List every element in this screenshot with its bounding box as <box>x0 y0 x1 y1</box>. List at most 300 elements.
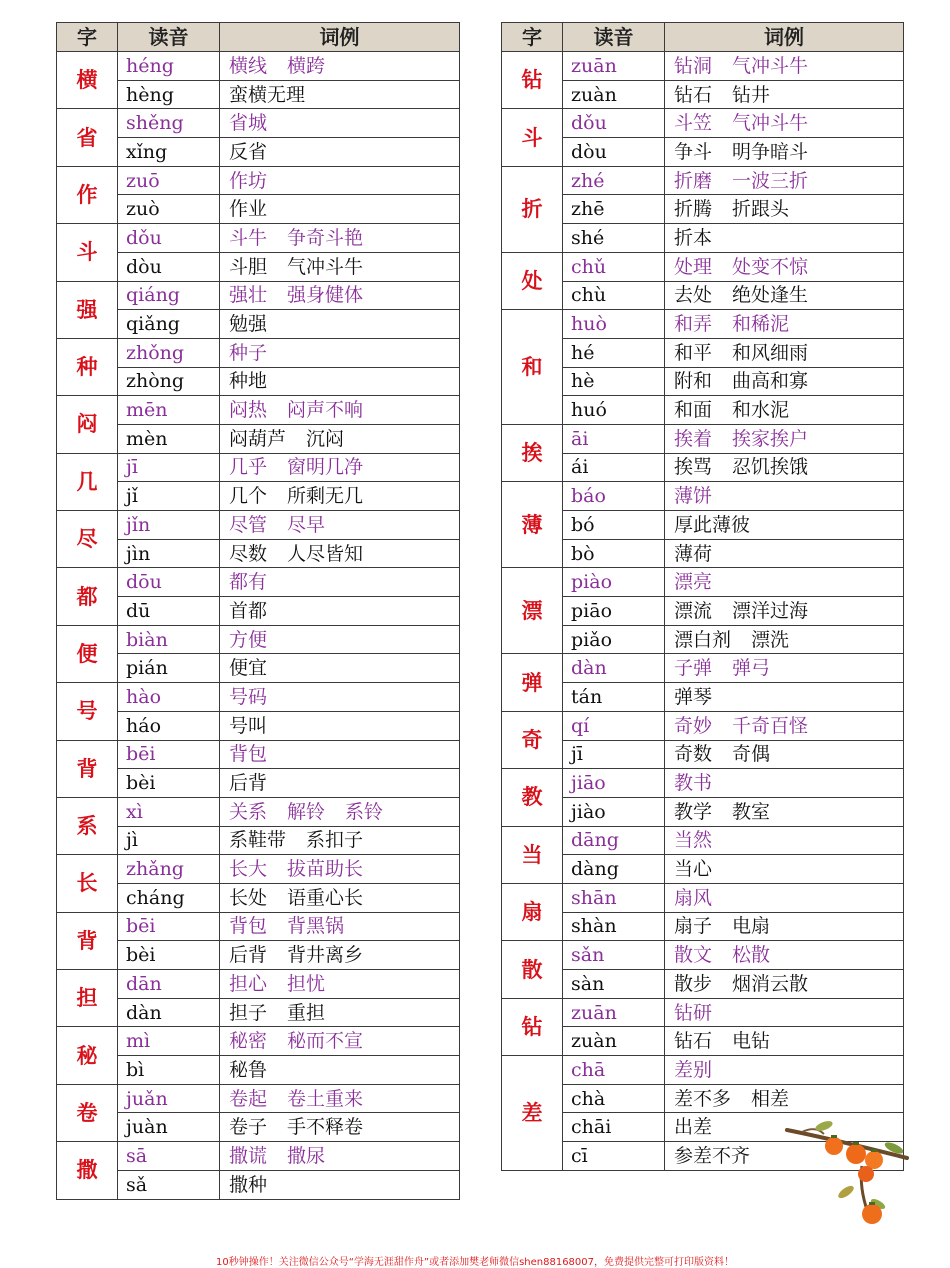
example-word: 争奇斗艳 <box>287 226 364 249</box>
pinyin-cell: hé <box>563 338 665 367</box>
example-word: 烟消云散 <box>732 972 809 995</box>
table-row <box>502 1027 904 1056</box>
examples-cell <box>220 883 460 912</box>
examples-cell <box>220 52 460 81</box>
pinyin-cell: dōu <box>118 568 220 597</box>
table-body-left <box>57 52 460 1200</box>
char-cell: 强 <box>57 281 118 338</box>
example-word: 当心 <box>674 858 713 881</box>
table-row <box>57 883 460 912</box>
pinyin-cell: jǐ <box>118 482 220 511</box>
example-word: 散文 <box>674 944 713 967</box>
example-word: 秘鲁 <box>229 1058 268 1081</box>
example-word: 和风细雨 <box>732 341 809 364</box>
example-word: 系铃 <box>345 800 384 823</box>
pinyin-cell: sǎn <box>563 941 665 970</box>
examples-cell <box>665 453 904 482</box>
examples-cell <box>220 855 460 884</box>
char-cell: 尽 <box>57 511 118 568</box>
examples-cell <box>220 1084 460 1113</box>
examples-cell <box>220 482 460 511</box>
pinyin-table-left <box>56 22 460 1200</box>
example-word: 秘而不宣 <box>287 1030 364 1053</box>
pinyin-cell: huó <box>563 396 665 425</box>
example-word: 薄荷 <box>674 542 713 565</box>
table-row <box>502 338 904 367</box>
pinyin-cell: zhǒng <box>118 338 220 367</box>
pinyin-cell: dàn <box>563 654 665 683</box>
examples-cell <box>220 998 460 1027</box>
example-word: 方便 <box>229 628 268 651</box>
example-word: 漂洗 <box>751 628 790 651</box>
char-cell: 钻 <box>502 998 563 1055</box>
footer-notice: 10秒钟操作！关注微信公众号“学海无涯甜作舟”或者添加樊老师微信shen88168007，免费提供完整可打印版资料！ <box>215 1257 735 1268</box>
char-cell: 担 <box>57 970 118 1027</box>
pinyin-cell: dòu <box>563 138 665 167</box>
pinyin-cell: dǒu <box>118 224 220 253</box>
char-cell: 扇 <box>502 883 563 940</box>
example-word: 卷起 <box>229 1087 268 1110</box>
examples-cell <box>665 482 904 511</box>
table-row <box>502 597 904 626</box>
examples-cell <box>220 281 460 310</box>
example-word: 重担 <box>287 1001 326 1024</box>
example-word: 教室 <box>732 800 771 823</box>
pinyin-cell: shàn <box>563 912 665 941</box>
example-word: 教学 <box>674 800 713 823</box>
example-word: 省城 <box>229 112 268 135</box>
pinyin-cell: héng <box>118 52 220 81</box>
pinyin-cell: sàn <box>563 970 665 999</box>
pinyin-cell: dòu <box>118 252 220 281</box>
pinyin-cell: piāo <box>563 597 665 626</box>
table-row <box>57 539 460 568</box>
example-word: 闷热 <box>229 399 268 422</box>
examples-cell <box>220 252 460 281</box>
example-word: 反省 <box>229 140 268 163</box>
examples-cell <box>665 740 904 769</box>
example-word: 处理 <box>674 255 713 278</box>
table-row <box>57 511 460 540</box>
example-word: 挨家挨户 <box>732 427 809 450</box>
table-body-right <box>502 52 904 1171</box>
table-row <box>57 224 460 253</box>
table-row <box>502 482 904 511</box>
char-cell: 便 <box>57 625 118 682</box>
table-header-row <box>502 23 904 52</box>
pinyin-cell: zuàn <box>563 80 665 109</box>
example-word: 解铃 <box>287 800 326 823</box>
pinyin-cell: bó <box>563 511 665 540</box>
table-row <box>57 1084 460 1113</box>
table-row <box>502 654 904 683</box>
example-word: 强身健体 <box>287 284 364 307</box>
pinyin-cell: jī <box>563 740 665 769</box>
example-word: 松散 <box>732 944 771 967</box>
char-cell: 薄 <box>502 482 563 568</box>
example-word: 争斗 <box>674 140 713 163</box>
example-word: 所剩无几 <box>287 485 364 508</box>
char-cell: 横 <box>57 52 118 109</box>
examples-cell <box>665 338 904 367</box>
example-word: 撒谎 <box>229 1144 268 1167</box>
table-row <box>502 80 904 109</box>
table-row <box>502 367 904 396</box>
examples-cell <box>665 539 904 568</box>
header-examples: 词例 <box>665 23 904 52</box>
example-word: 担心 <box>229 972 268 995</box>
example-word: 漂白剂 <box>674 628 732 651</box>
example-word: 忍饥挨饿 <box>732 456 809 479</box>
table-row <box>502 683 904 712</box>
char-cell: 几 <box>57 453 118 510</box>
pinyin-cell: pián <box>118 654 220 683</box>
example-word: 明争暗斗 <box>732 140 809 163</box>
example-word: 厚此薄彼 <box>674 513 751 536</box>
pinyin-cell: mèn <box>118 424 220 453</box>
pinyin-cell: jiào <box>563 797 665 826</box>
examples-cell <box>220 539 460 568</box>
pinyin-cell: dǒu <box>563 109 665 138</box>
example-word: 钻洞 <box>674 54 713 77</box>
examples-cell <box>665 1056 904 1085</box>
example-word: 卷子 <box>229 1116 268 1139</box>
table-row <box>502 281 904 310</box>
examples-cell <box>220 1027 460 1056</box>
examples-cell <box>220 511 460 540</box>
example-word: 几个 <box>229 485 268 508</box>
examples-cell <box>665 224 904 253</box>
example-word: 作业 <box>229 198 268 221</box>
pinyin-cell: báo <box>563 482 665 511</box>
example-word: 挨骂 <box>674 456 713 479</box>
table-row <box>57 912 460 941</box>
pinyin-cell: bēi <box>118 912 220 941</box>
pinyin-cell: hè <box>563 367 665 396</box>
char-cell: 教 <box>502 769 563 826</box>
table-row <box>57 367 460 396</box>
example-word: 折本 <box>674 226 713 249</box>
pinyin-cell: dū <box>118 597 220 626</box>
pinyin-cell: háo <box>118 711 220 740</box>
examples-cell <box>220 597 460 626</box>
example-word: 蛮横无理 <box>229 83 306 106</box>
example-word: 子弹 <box>674 657 713 680</box>
table-row <box>502 52 904 81</box>
example-word: 千奇百怪 <box>732 714 809 737</box>
example-word: 弹弓 <box>732 657 771 680</box>
example-word: 卷土重来 <box>287 1087 364 1110</box>
pinyin-cell: hào <box>118 683 220 712</box>
table-row <box>502 453 904 482</box>
header-reading: 读音 <box>118 23 220 52</box>
example-word: 横跨 <box>287 54 326 77</box>
table-row <box>57 998 460 1027</box>
examples-cell <box>665 711 904 740</box>
examples-cell <box>665 310 904 339</box>
example-word: 背黑锅 <box>287 915 345 938</box>
char-cell: 斗 <box>57 224 118 281</box>
examples-cell <box>665 941 904 970</box>
example-word: 折跟头 <box>732 198 790 221</box>
table-row <box>57 855 460 884</box>
pinyin-cell: piǎo <box>563 625 665 654</box>
pinyin-cell: chà <box>563 1084 665 1113</box>
header-char: 字 <box>57 23 118 52</box>
pinyin-cell: dàn <box>118 998 220 1027</box>
table-row <box>502 941 904 970</box>
table-row <box>502 970 904 999</box>
table-row <box>57 654 460 683</box>
table-header-row <box>57 23 460 52</box>
example-word: 都有 <box>229 571 268 594</box>
pinyin-cell: cī <box>563 1142 665 1171</box>
header-reading: 读音 <box>563 23 665 52</box>
example-word: 去处 <box>674 284 713 307</box>
table-row <box>502 883 904 912</box>
example-word: 秘密 <box>229 1030 268 1053</box>
pinyin-cell: piào <box>563 568 665 597</box>
examples-cell <box>220 625 460 654</box>
char-cell: 当 <box>502 826 563 883</box>
example-word: 拔苗助长 <box>287 858 364 881</box>
example-word: 和弄 <box>674 313 713 336</box>
example-word: 后背 <box>229 772 268 795</box>
examples-cell <box>220 826 460 855</box>
example-word: 尽早 <box>287 513 326 536</box>
table-row <box>57 1170 460 1199</box>
table-row <box>502 138 904 167</box>
examples-cell <box>665 597 904 626</box>
pinyin-cell: ái <box>563 453 665 482</box>
examples-cell <box>665 281 904 310</box>
table-row <box>502 740 904 769</box>
examples-cell <box>665 80 904 109</box>
char-cell: 斗 <box>502 109 563 166</box>
table-row <box>502 224 904 253</box>
table-row <box>502 252 904 281</box>
pinyin-cell: zuàn <box>563 1027 665 1056</box>
example-word: 系扣子 <box>306 829 364 852</box>
pinyin-cell: dāng <box>563 826 665 855</box>
examples-cell <box>220 338 460 367</box>
pinyin-cell: jǐn <box>118 511 220 540</box>
example-word: 后背 <box>229 944 268 967</box>
example-word: 钻石 <box>674 83 713 106</box>
examples-cell <box>665 52 904 81</box>
example-word: 参差不齐 <box>674 1144 751 1167</box>
example-word: 尽管 <box>229 513 268 536</box>
example-word: 薄饼 <box>674 485 713 508</box>
pinyin-cell: bèi <box>118 941 220 970</box>
example-word: 电钻 <box>732 1030 771 1053</box>
examples-cell <box>665 683 904 712</box>
examples-cell <box>220 1056 460 1085</box>
examples-cell <box>220 195 460 224</box>
example-word: 斗牛 <box>229 226 268 249</box>
examples-cell <box>665 166 904 195</box>
example-word: 钻研 <box>674 1001 713 1024</box>
examples-cell <box>665 568 904 597</box>
table-row <box>502 568 904 597</box>
pinyin-cell: bò <box>563 539 665 568</box>
char-cell: 差 <box>502 1056 563 1171</box>
example-word: 处变不惊 <box>732 255 809 278</box>
char-cell: 作 <box>57 166 118 223</box>
examples-cell <box>220 797 460 826</box>
pinyin-cell: qiáng <box>118 281 220 310</box>
example-word: 差不多 <box>674 1087 732 1110</box>
examples-cell <box>220 1142 460 1171</box>
char-cell: 弹 <box>502 654 563 711</box>
example-word: 折腾 <box>674 198 713 221</box>
examples-cell <box>665 654 904 683</box>
examples-cell <box>220 310 460 339</box>
table-row <box>502 855 904 884</box>
pinyin-cell: zhǎng <box>118 855 220 884</box>
char-cell: 漂 <box>502 568 563 654</box>
pinyin-cell: huò <box>563 310 665 339</box>
example-word: 扇子 <box>674 915 713 938</box>
char-cell: 处 <box>502 252 563 309</box>
char-cell: 背 <box>57 912 118 969</box>
char-cell: 钻 <box>502 52 563 109</box>
char-cell: 都 <box>57 568 118 625</box>
pinyin-cell: xì <box>118 797 220 826</box>
pinyin-cell: bēi <box>118 740 220 769</box>
table-row <box>57 683 460 712</box>
examples-cell <box>220 654 460 683</box>
examples-cell <box>665 797 904 826</box>
pinyin-cell: shé <box>563 224 665 253</box>
table-row <box>57 597 460 626</box>
examples-cell <box>665 912 904 941</box>
pinyin-cell: zuān <box>563 998 665 1027</box>
example-word: 关系 <box>229 800 268 823</box>
example-word: 斗笠 <box>674 112 713 135</box>
example-word: 和平 <box>674 341 713 364</box>
header-char: 字 <box>502 23 563 52</box>
pinyin-cell: bèi <box>118 769 220 798</box>
examples-cell <box>665 855 904 884</box>
example-word: 担忧 <box>287 972 326 995</box>
table-row <box>57 1113 460 1142</box>
pinyin-cell: jī <box>118 453 220 482</box>
table-row <box>502 424 904 453</box>
pinyin-cell: zuō <box>118 166 220 195</box>
example-word: 漂流 <box>674 599 713 622</box>
examples-cell <box>665 970 904 999</box>
examples-cell <box>665 138 904 167</box>
char-cell: 闷 <box>57 396 118 453</box>
examples-cell <box>220 138 460 167</box>
persimmon-branch-illustration <box>782 1118 912 1230</box>
example-word: 折磨 <box>674 169 713 192</box>
pinyin-cell: dàng <box>563 855 665 884</box>
char-cell: 号 <box>57 683 118 740</box>
example-word: 一波三折 <box>732 169 809 192</box>
example-word: 背包 <box>229 743 268 766</box>
table-row <box>57 625 460 654</box>
table-row <box>502 826 904 855</box>
table-row <box>57 1056 460 1085</box>
examples-cell <box>220 1113 460 1142</box>
table-row <box>57 109 460 138</box>
examples-cell <box>665 826 904 855</box>
examples-cell <box>220 941 460 970</box>
examples-cell <box>665 511 904 540</box>
char-cell: 省 <box>57 109 118 166</box>
pinyin-cell: mì <box>118 1027 220 1056</box>
example-word: 号码 <box>229 685 268 708</box>
example-word: 系鞋带 <box>229 829 287 852</box>
pinyin-cell: jìn <box>118 539 220 568</box>
example-word: 当然 <box>674 829 713 852</box>
examples-cell <box>665 109 904 138</box>
table-row <box>57 310 460 339</box>
example-word: 闷葫芦 <box>229 427 287 450</box>
table-row <box>57 568 460 597</box>
pinyin-cell: cháng <box>118 883 220 912</box>
example-word: 漂亮 <box>674 571 713 594</box>
examples-cell <box>220 970 460 999</box>
examples-cell <box>220 711 460 740</box>
pinyin-cell: zhē <box>563 195 665 224</box>
examples-cell <box>220 224 460 253</box>
pinyin-cell: shěng <box>118 109 220 138</box>
examples-cell <box>665 396 904 425</box>
pinyin-cell: sā <box>118 1142 220 1171</box>
example-word: 电扇 <box>732 915 771 938</box>
pinyin-cell: juàn <box>118 1113 220 1142</box>
table-row <box>57 740 460 769</box>
example-word: 弹琴 <box>674 685 713 708</box>
example-word: 曲高和寡 <box>732 370 809 393</box>
table-row <box>502 625 904 654</box>
examples-cell <box>220 1170 460 1199</box>
example-word: 和稀泥 <box>732 313 790 336</box>
examples-cell <box>220 166 460 195</box>
table-row <box>57 195 460 224</box>
example-word: 语重心长 <box>287 886 364 909</box>
table-row <box>57 80 460 109</box>
examples-cell <box>220 568 460 597</box>
table-row <box>502 1084 904 1113</box>
example-word: 闷声不响 <box>287 399 364 422</box>
pinyin-cell: chā <box>563 1056 665 1085</box>
pinyin-cell: āi <box>563 424 665 453</box>
pinyin-cell: zhé <box>563 166 665 195</box>
examples-cell <box>665 195 904 224</box>
table-row <box>502 109 904 138</box>
pinyin-cell: qiǎng <box>118 310 220 339</box>
table-row <box>57 338 460 367</box>
example-word: 钻石 <box>674 1030 713 1053</box>
example-word: 几乎 <box>229 456 268 479</box>
table-row <box>502 166 904 195</box>
example-word: 气冲斗牛 <box>287 255 364 278</box>
table-row <box>57 711 460 740</box>
example-word: 气冲斗牛 <box>732 112 809 135</box>
example-word: 背井离乡 <box>287 944 364 967</box>
char-cell: 种 <box>57 338 118 395</box>
example-word: 撒尿 <box>287 1144 326 1167</box>
examples-cell <box>220 740 460 769</box>
examples-cell <box>665 769 904 798</box>
example-word: 便宜 <box>229 657 268 680</box>
table-row <box>57 166 460 195</box>
pinyin-cell: dān <box>118 970 220 999</box>
